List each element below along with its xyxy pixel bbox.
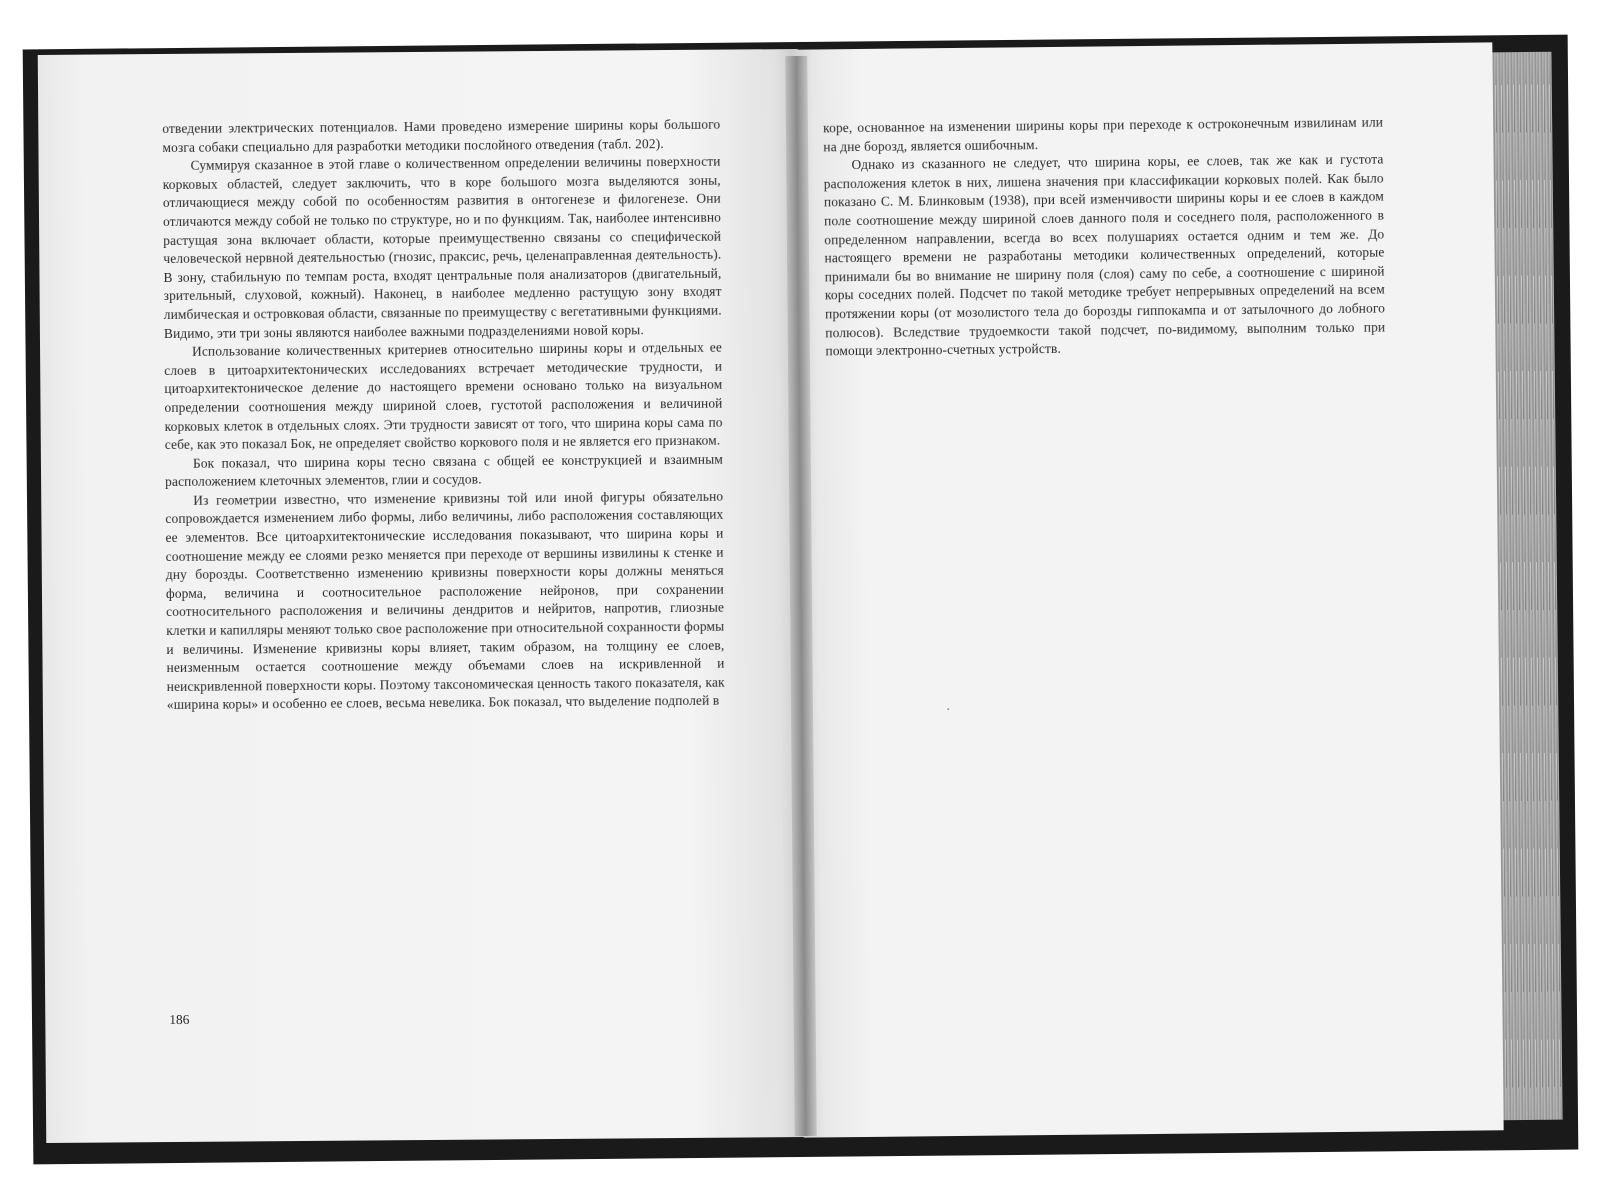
left-paragraph-3: Использование количественных критериев относительно ширины коры и отдельных ее слоев в цитоархитектонических исследованиях встречает методические трудности, и цитоархитектоническое деление до настоящего времени основано только на визуальном определении соотношения между шириной слоев, густотой расположения и величиной корковых клеток в отдельных слоях. Эти трудности зависят от того, что ширина коры сама по себе, как это показал Бок, не определяет свойство коркового поля и не является его признаком. — [164, 339, 723, 453]
left-paragraph-5: Из геометрии известно, что изменение кривизны той или иной фигуры обязательно сопровождается изменением либо формы, либо величины, либо расположения составляющих ее элементов. Все цитоархитектонические исследования показывают, что ширина коры и соотношение между ее слоями резко меняется при переходе от вершины извилины к стенке и дну борозды. Соответственно изменению кривизны поверхности коры должны меняться форма, величина и соотносительное расположение нейронов, при сохранении соотносительного расположения и величины дендритов и нейритов, напротив, глиозные клетки и капилляры меняют только свое расположение при относительной сохранности формы и величины. Изменение кривизны коры влияет, таким образом, на толщину ее слоев, неизменным остается соотношение между объемами слоев на искривленной и неискривленной поверхности коры. Поэтому таксономическая ценность такого показателя, как «ширина коры» и особенно ее слоев, весьма невелика. Бок показал, что выделение подполей в — [165, 488, 725, 713]
right-page — [792, 42, 1503, 1137]
left-paragraph-4: Бок показал, что ширина коры тесно связана с общей ее конструкцией и взаимным расположением клеточных элементов, глии и сосудов. — [165, 451, 723, 490]
left-page-text — [162, 116, 725, 715]
left-paragraph-1: отведении электрических потенциалов. Нами проведено измерение ширины коры большого мозга собаки специально для разработки методики послойного отведения (табл. 202). — [162, 116, 721, 155]
left-page — [38, 49, 807, 1143]
scan-speck — [947, 708, 949, 710]
page-number: 186 — [169, 1011, 190, 1027]
right-paragraph-2: Однако из сказанного не следует, что ширина коры, ее слоев, так же как и густота расположения клеток в них, лишена значения при классификации корковых полей. Как было показано С. М. Блинковым (1938), при всей изменчивости ширины коры и ее слоев в каждом поле соотношение между шириной слоев данного поля и соседнего поля, расположенного в определенном направлении, всегда во всех полушариях остается одним и тем же. До настоящего времени не разработаны методики количественных определений, которые принимали бы во внимание не ширину поля (слоя) саму по себе, а соотношение с шириной коры соседних полей. Подсчет по такой методике требует непрерывных определений на всем протяжении коры (от мозолистого тела до борозды гиппокампа и от затылочного до лобного полюсов). Вследствие трудоемкости такой подсчет, по-видимому, выполним только при помощи электронно-счетных устройств. — [823, 151, 1386, 359]
right-page-text — [823, 114, 1386, 362]
right-paragraph-1: коре, основанное на изменении ширины коры при переходе к остроконечным извилинам или на дне борозд, является ошибочным. — [823, 114, 1384, 154]
left-paragraph-2: Суммируя сказанное в этой главе о количественном определении величины поверхности корковых областей, следует заключить, что в коре большого мозга выделяются зоны, отличающиеся между собой по особенностям развития в онтогенезе и филогенезе. Они отличаются между собой не только по структуре, но и по функциям. Так, наиболее интенсивно растущая зона включает области, которые преимущественно связаны со специфической человеческой нервной деятельностью (гнозис, праксис, речь, целенаправленная деятельность). В зону, стабильную по темпам роста, входят центральные поля анализаторов (двигательный, зрительный, слуховой, кожный). Наконец, в наиболее медленно растущую зону входят лимбическая и островковая области, связанные по преимуществу с вегетативными функциями. Видимо, эти три зоны являются наиболее важными подразделениями новой коры. — [162, 153, 722, 341]
